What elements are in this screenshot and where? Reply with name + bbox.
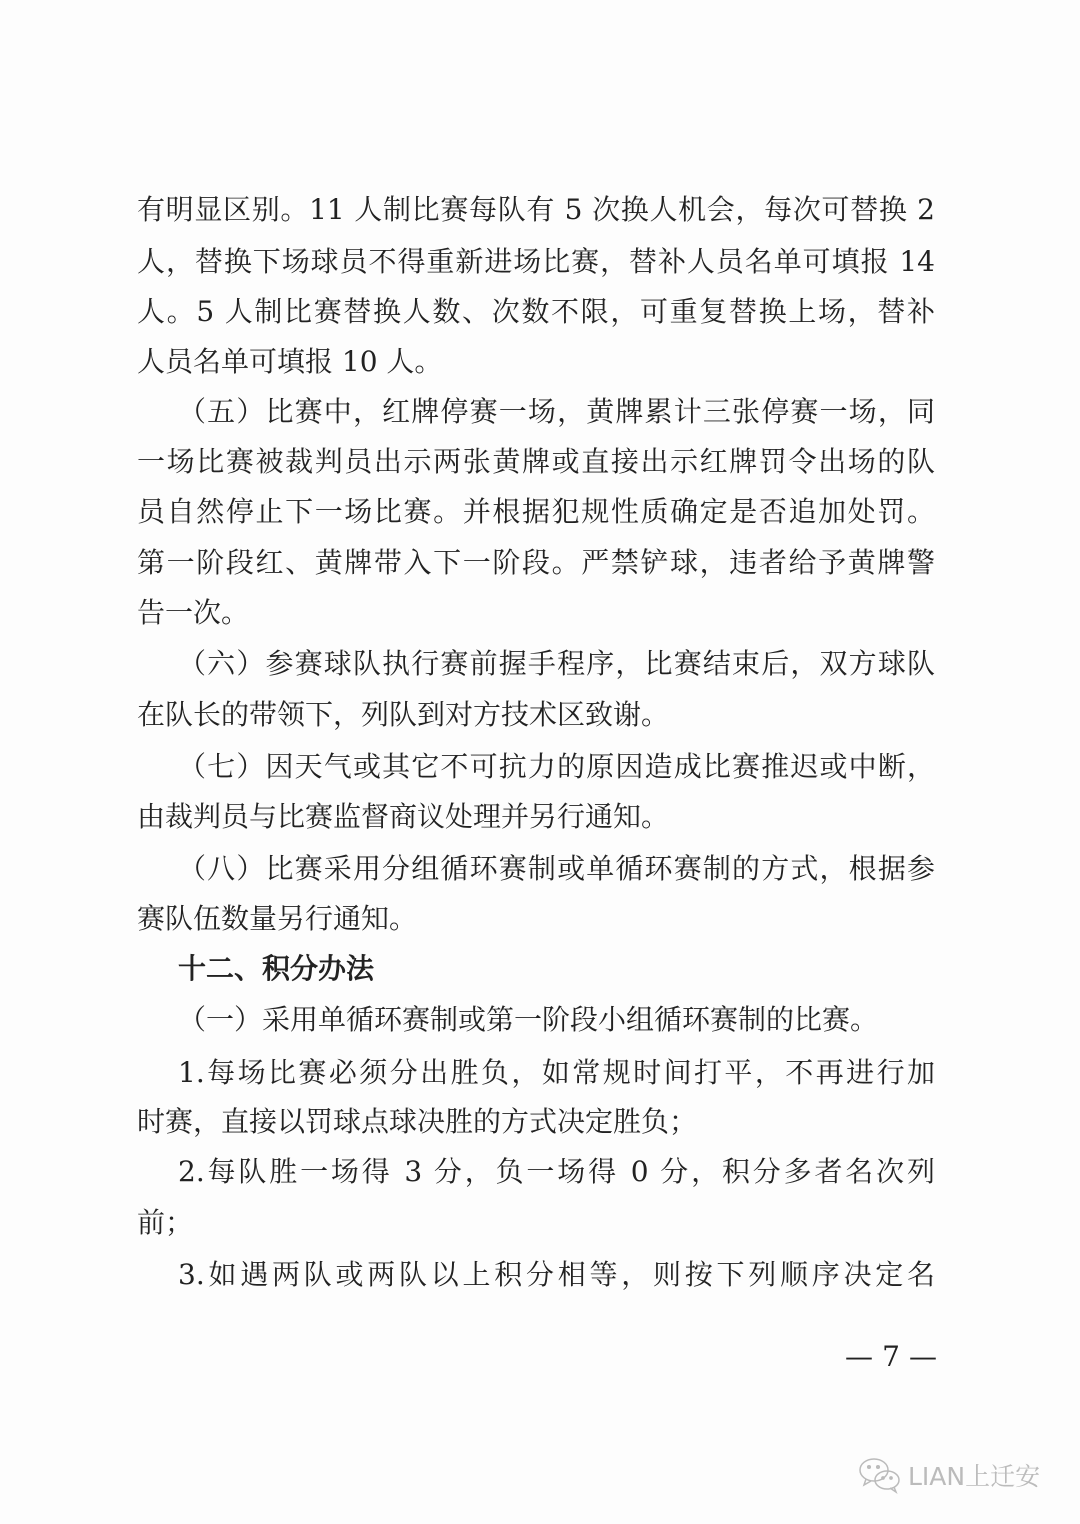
text-line: 告一次。 bbox=[137, 596, 250, 629]
text-line: 有明显区别。11 人制比赛每队有 5 次换人机会，每次可替换 2 bbox=[137, 193, 935, 226]
text-line: 赛队伍数量另行通知。 bbox=[137, 902, 418, 935]
text-line: （五）比赛中，红牌停赛一场，黄牌累计三张停赛一场，同 bbox=[178, 395, 935, 428]
text-line: 人员名单可填报 10 人。 bbox=[137, 345, 443, 378]
text-line: 人。5 人制比赛替换人数、次数不限，可重复替换上场，替补 bbox=[137, 295, 935, 328]
text-line: 1.每场比赛必须分出胜负，如常规时间打平，不再进行加 bbox=[178, 1056, 935, 1089]
text-line: 一场比赛被裁判员出示两张黄牌或直接出示红牌罚令出场的队 bbox=[137, 445, 935, 478]
wechat-icon bbox=[858, 1455, 902, 1495]
text-line: 时赛，直接以罚球点球决胜的方式决定胜负； bbox=[137, 1105, 698, 1138]
text-line: 由裁判员与比赛监督商议处理并另行通知。 bbox=[137, 800, 670, 833]
text-line: 员自然停止下一场比赛。并根据犯规性质确定是否追加处罚。 bbox=[137, 495, 935, 528]
watermark-text: LIAN上迁安 bbox=[908, 1462, 1041, 1491]
text-line: 前； bbox=[137, 1206, 194, 1239]
text-line: （六）参赛球队执行赛前握手程序，比赛结束后，双方球队 bbox=[178, 647, 935, 680]
watermark bbox=[858, 1455, 1040, 1495]
text-line: （一）采用单循环赛制或第一阶段小组循环赛制的比赛。 bbox=[178, 1003, 879, 1036]
text-line: 2.每队胜一场得 3 分，负一场得 0 分，积分多者名次列 bbox=[178, 1155, 935, 1188]
text-line: （八）比赛采用分组循环赛制或单循环赛制的方式，根据参 bbox=[178, 852, 935, 885]
text-line: （七）因天气或其它不可抗力的原因造成比赛推迟或中断， bbox=[178, 750, 935, 783]
section-heading: 十二、积分办法 bbox=[178, 952, 375, 985]
text-line: 人，替换下场球员不得重新进场比赛，替补人员名单可填报 14 bbox=[137, 245, 935, 278]
text-line: 3.如遇两队或两队以上积分相等，则按下列顺序决定名 bbox=[178, 1258, 935, 1291]
text-line: 在队长的带领下，列队到对方技术区致谢。 bbox=[137, 698, 670, 731]
text-line: 第一阶段红、黄牌带入下一阶段。严禁铲球，违者给予黄牌警 bbox=[137, 546, 935, 579]
page-number: — 7 — bbox=[845, 1340, 937, 1373]
